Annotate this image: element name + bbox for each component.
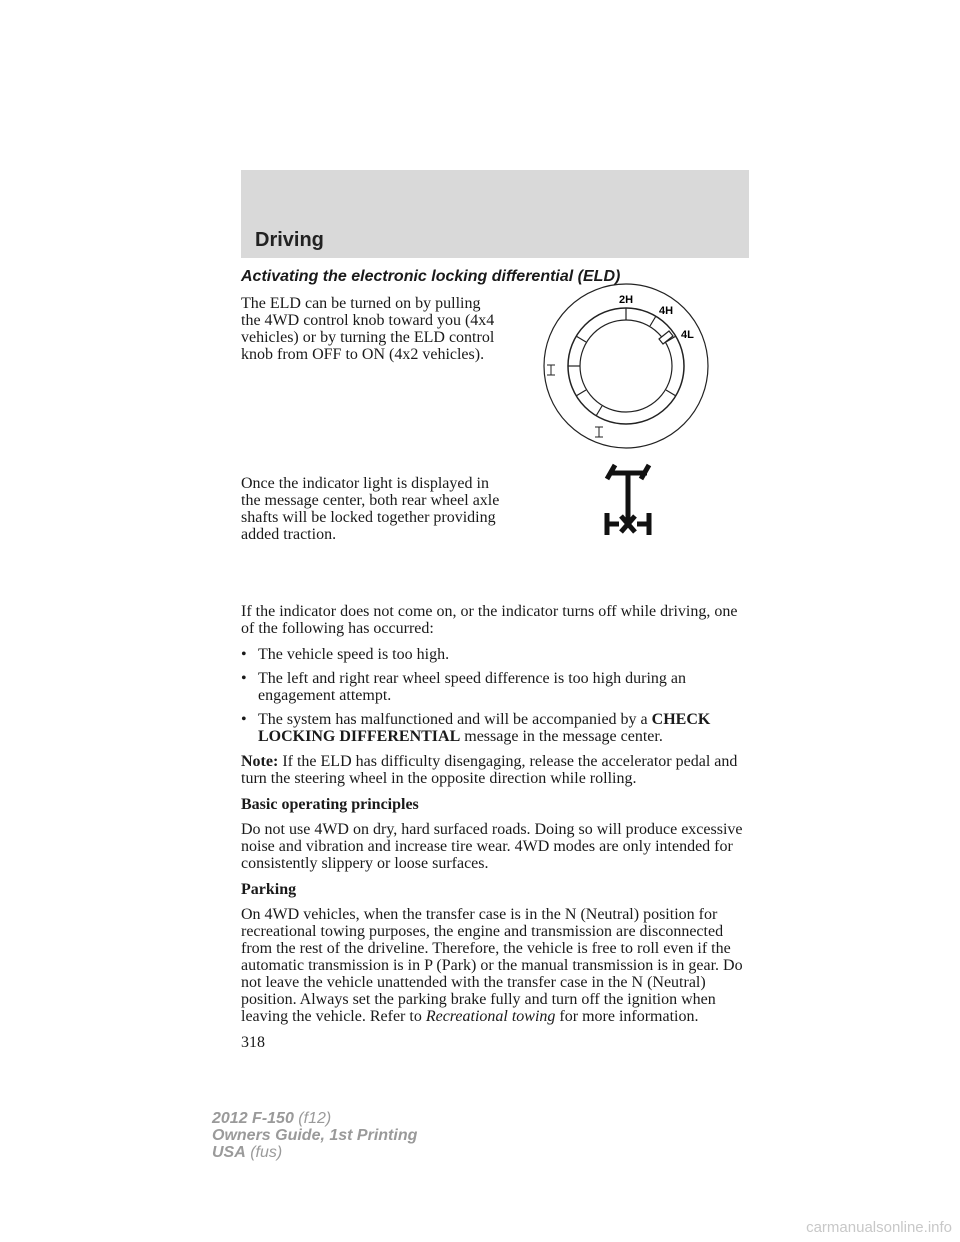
document-footer bbox=[212, 1110, 417, 1161]
condition-list bbox=[241, 646, 751, 745]
footer-line-3: USA (fus) bbox=[212, 1144, 283, 1161]
indicator-paragraph: Once the indicator light is displayed in the message center, both rear wheel axle shafts will be locked together providing added traction. bbox=[241, 475, 500, 543]
note-paragraph: Note: If the ELD has difficulty disengaging, release the accelerator pedal and turn the steering wheel in the opposite direction while rolling. bbox=[241, 753, 738, 787]
recreational-towing-reference: Recreational towing bbox=[425, 1008, 556, 1025]
footer-line-1: 2012 F-150 (f12) bbox=[212, 1110, 332, 1127]
basic-principles-paragraph: Do not use 4WD on dry, hard surfaced roads. Doing so will produce excessive noise and vibration and increase tire wear. 4WD modes are only intended for consistently slippery or loose surfaces. bbox=[241, 821, 743, 872]
footer-line-2: Owners Guide, 1st Printing bbox=[212, 1127, 418, 1144]
basic-principles-heading: Basic operating principles bbox=[241, 796, 419, 813]
knob-label-4h: 4H bbox=[659, 305, 674, 317]
note-label: Note: bbox=[241, 753, 279, 770]
intro-row bbox=[241, 295, 751, 475]
indicator-row bbox=[241, 475, 751, 603]
eld-symbol-small-icon bbox=[547, 365, 555, 375]
eld-symbol-small-icon-2 bbox=[595, 427, 603, 437]
intro-paragraph: The ELD can be turned on by pulling the 4WD control knob toward you (4x4 vehicles) or by turning the ELD control knob from OFF to ON (4x2 vehicles). bbox=[241, 295, 495, 363]
page-content bbox=[241, 268, 751, 1051]
list-item: • The left and right rear wheel speed difference is too high during an engagement attempt. bbox=[241, 670, 686, 704]
occurred-paragraph: If the indicator does not come on, or the indicator turns off while driving, one of the following has occurred: bbox=[241, 603, 738, 637]
knob-label-2h: 2H bbox=[619, 294, 634, 306]
list-item: • The vehicle speed is too high. bbox=[241, 646, 450, 663]
parking-paragraph: On 4WD vehicles, when the transfer case is in the N (Neutral) position for recreational towing purposes, the engine and transmission are disconnected from the rest of the driveline. Therefore, the vehicle is free to roll even if the automatic transmission is in P (Park) or the manual transmission is in gear. Do not leave the vehicle unattended with the transfer case in the N (Neutral) position. Always set the parking brake fully and turn off the ignition when leaving the vehicle. Refer to Recreational towing for more information. bbox=[241, 906, 743, 1025]
4wd-control-knob-illustration bbox=[541, 281, 711, 451]
list-item: • The system has malfunctioned and will be accompanied by a CHECK LOCKING DIFFERENTIAL message in the message center. bbox=[241, 711, 711, 745]
section-title: Activating the electronic locking differential (ELD) bbox=[241, 268, 621, 285]
site-watermark: carmanualsonline.info bbox=[806, 1219, 952, 1236]
locking-differential-indicator-icon bbox=[603, 463, 653, 541]
warning-message-label: CHECK LOCKING DIFFERENTIAL bbox=[258, 711, 711, 745]
knob-label-4l: 4L bbox=[681, 329, 694, 341]
parking-heading: Parking bbox=[241, 881, 297, 898]
page-number: 318 bbox=[241, 1034, 265, 1051]
section-header-title: Driving bbox=[255, 229, 324, 251]
section-header-bar bbox=[241, 170, 749, 258]
